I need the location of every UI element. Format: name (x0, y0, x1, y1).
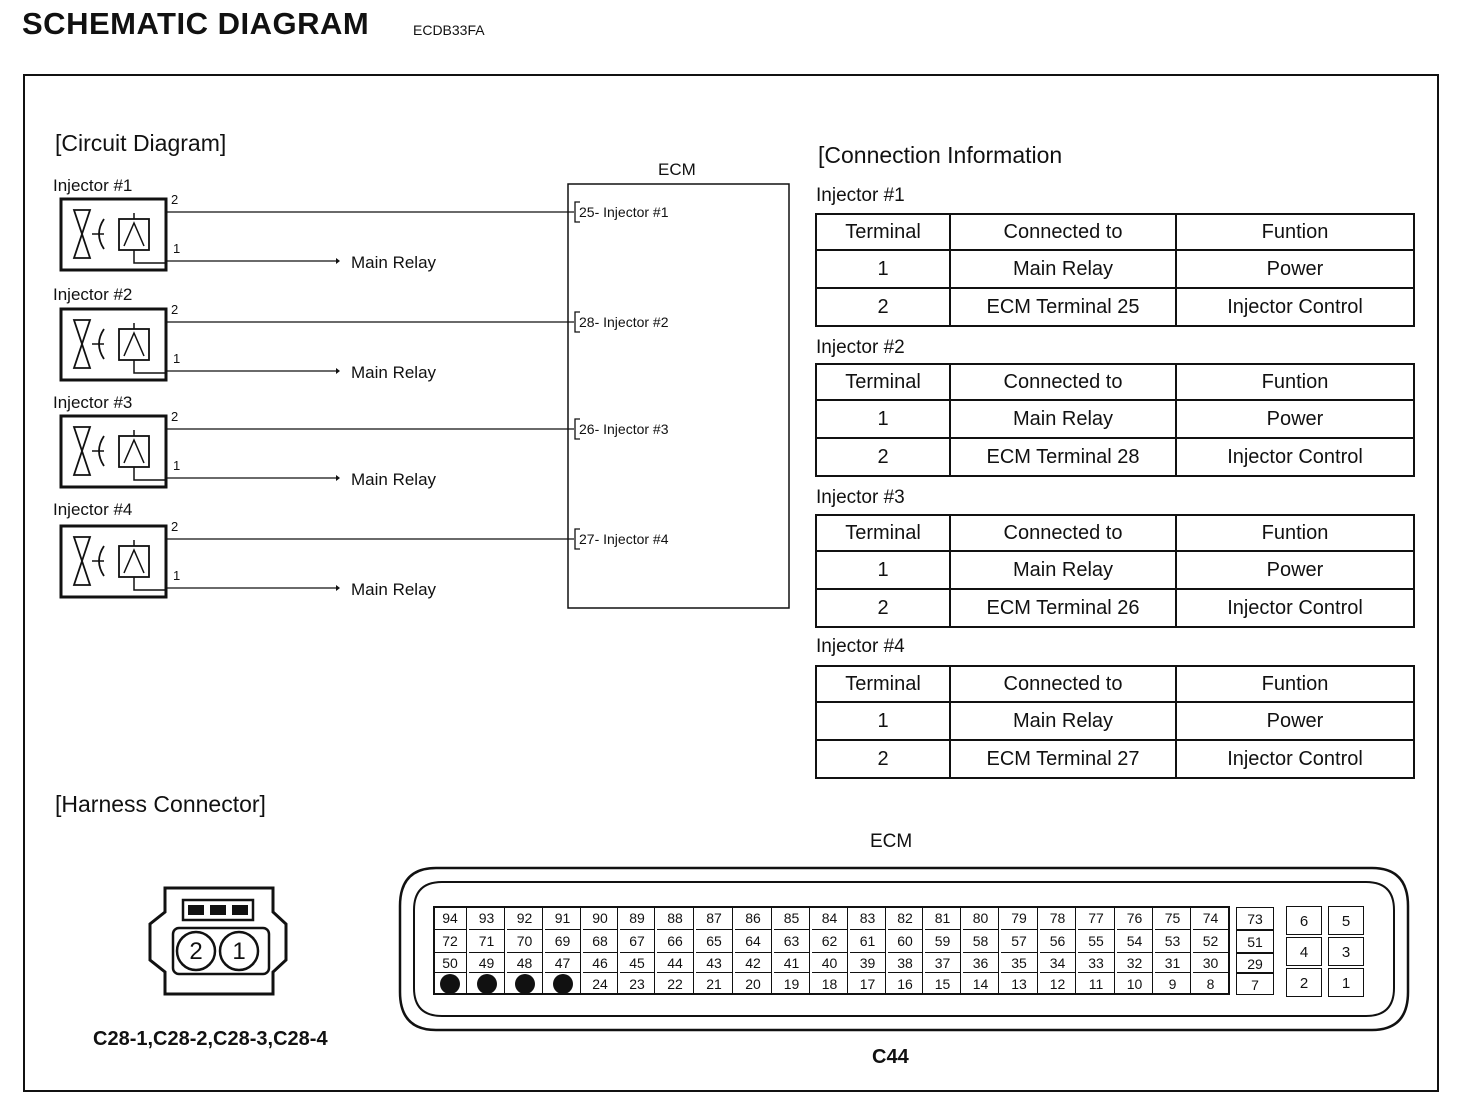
ecm-pin-label: 27- Injector #4 (579, 531, 669, 547)
ecm-pin: 31 (1155, 953, 1191, 973)
table-cell: Injector Control (1176, 288, 1414, 326)
ecm-pin: 16 (888, 973, 923, 995)
ecm-pin: 45 (620, 953, 655, 973)
injector-pin-label: 2 (171, 519, 179, 534)
ecm-pin: 59 (925, 930, 961, 953)
ecm-pin: 47 (545, 953, 581, 973)
table-cell: 2 (816, 740, 950, 778)
ecm-label: ECM (658, 160, 696, 179)
main-relay-label: Main Relay (351, 580, 437, 599)
ecm-pin: 58 (963, 930, 999, 953)
table-row (816, 551, 1414, 589)
table-row (816, 250, 1414, 288)
ecm-pin: 70 (507, 930, 543, 953)
ecm-pin: 46 (583, 953, 618, 973)
ecm-pin: 40 (812, 953, 848, 973)
ecm-pin: 6 (1286, 906, 1322, 935)
ecm-pin: 82 (888, 907, 923, 930)
ecm-pin (434, 973, 467, 995)
ecm-pin: 75 (1155, 907, 1191, 930)
ecm-pin: 67 (620, 930, 655, 953)
ecm-pin: 76 (1117, 907, 1153, 930)
ecm-pin: 60 (888, 930, 923, 953)
ecm-pin: 1 (1328, 968, 1364, 997)
ecm-pin: 48 (507, 953, 543, 973)
ecm-pin: 21 (696, 973, 733, 995)
blank-pin-dot (515, 974, 535, 994)
connection-table (815, 363, 1415, 477)
ecm-pin: 94 (434, 907, 467, 930)
table-cell: Main Relay (950, 551, 1176, 589)
injector-name: Injector #2 (53, 285, 133, 304)
document-code: ECDB33FA (413, 22, 485, 38)
table-cell: ECM Terminal 25 (950, 288, 1176, 326)
ecm-pin: 73 (1236, 907, 1274, 930)
injector-connector-pin: 2 (189, 938, 203, 965)
ecm-pin: 34 (1040, 953, 1076, 973)
main-relay-label: Main Relay (351, 363, 437, 382)
ecm-pin: 42 (735, 953, 772, 973)
ecm-pin: 36 (963, 953, 999, 973)
ecm-pin: 71 (469, 930, 505, 953)
table-cell: Power (1176, 250, 1414, 288)
ecm-pin: 15 (925, 973, 961, 995)
table-cell: Power (1176, 702, 1414, 740)
ecm-pin-label: 25- Injector #1 (579, 204, 669, 220)
injector-name: Injector #4 (53, 500, 133, 519)
table-cell: Main Relay (950, 250, 1176, 288)
injector-connector-drawing (145, 884, 291, 998)
connection-info-title: [Connection Information (818, 142, 1063, 168)
table-cell: 1 (816, 551, 950, 589)
ecm-pin: 35 (1001, 953, 1038, 973)
ecm-pin: 44 (657, 953, 694, 973)
connection-table (815, 213, 1415, 327)
ecm-pin: 3 (1328, 937, 1364, 966)
ecm-pin: 74 (1193, 907, 1229, 930)
ecm-pin: 89 (620, 907, 655, 930)
ecm-pin: 63 (774, 930, 810, 953)
injector-name: Injector #3 (53, 393, 133, 412)
ecm-pin: 84 (812, 907, 848, 930)
injector-connector-pin: 1 (232, 938, 246, 965)
ecm-pin: 86 (735, 907, 772, 930)
table-header-cell: Funtion (1176, 666, 1414, 702)
ecm-pin: 56 (1040, 930, 1076, 953)
ecm-pin: 37 (925, 953, 961, 973)
injector-pin-label: 2 (171, 409, 179, 424)
ecm-pin: 51 (1236, 930, 1274, 953)
table-header-cell: Terminal (816, 515, 950, 551)
table-header-cell: Funtion (1176, 214, 1414, 250)
injector-pin-label: 1 (173, 568, 181, 583)
ecm-pin: 72 (434, 930, 467, 953)
ecm-pin-label: 26- Injector #3 (579, 421, 669, 437)
ecm-pin: 12 (1040, 973, 1076, 995)
ecm-pin: 22 (657, 973, 694, 995)
ecm-pin: 41 (774, 953, 810, 973)
table-row (816, 740, 1414, 778)
ecm-pin: 61 (850, 930, 886, 953)
ecm-pin: 24 (583, 973, 618, 995)
ecm-pin (545, 973, 581, 995)
ecm-pin-label: 28- Injector #2 (579, 314, 669, 330)
table-header-cell: Connected to (950, 666, 1176, 702)
ecm-pin: 19 (774, 973, 810, 995)
ecm-pin: 11 (1078, 973, 1115, 995)
table-cell: ECM Terminal 26 (950, 589, 1176, 627)
ecm-pin: 50 (434, 953, 467, 973)
ecm-pin: 52 (1193, 930, 1229, 953)
ecm-pin: 49 (469, 953, 505, 973)
injector-pin-label: 1 (173, 351, 181, 366)
table-row (816, 438, 1414, 476)
ecm-pin: 90 (583, 907, 618, 930)
ecm-pin: 88 (657, 907, 694, 930)
blank-pin-dot (553, 974, 573, 994)
ecm-pin: 29 (1236, 953, 1274, 973)
injector-symbol (61, 309, 166, 380)
ecm-pin: 91 (545, 907, 581, 930)
injector-symbol (61, 526, 166, 597)
ecm-pin: 2 (1286, 968, 1322, 997)
ecm-pin: 4 (1286, 937, 1322, 966)
table-cell: Injector Control (1176, 740, 1414, 778)
blank-pin-dot (477, 974, 497, 994)
table-cell: 1 (816, 702, 950, 740)
ecm-pin: 43 (696, 953, 733, 973)
ecm-pin: 85 (774, 907, 810, 930)
ecm-pin (469, 973, 505, 995)
ecm-pin: 7 (1236, 973, 1274, 995)
ecm-pin: 78 (1040, 907, 1076, 930)
blank-pin-dot (440, 974, 460, 994)
ecm-pin: 92 (507, 907, 543, 930)
ecm-pin: 81 (925, 907, 961, 930)
connection-table-title: Injector #4 (816, 636, 905, 657)
ecm-pin: 65 (696, 930, 733, 953)
ecm-pin: 64 (735, 930, 772, 953)
connection-table-title: Injector #1 (816, 185, 905, 206)
connection-table-title: Injector #3 (816, 487, 905, 508)
injector-pin-label: 2 (171, 192, 179, 207)
table-header-cell: Terminal (816, 214, 950, 250)
ecm-pin: 69 (545, 930, 581, 953)
table-header-cell: Connected to (950, 214, 1176, 250)
ecm-pin: 54 (1117, 930, 1153, 953)
ecm-pin: 53 (1155, 930, 1191, 953)
ecm-pin: 87 (696, 907, 733, 930)
ecm-pin: 66 (657, 930, 694, 953)
injector-pin-label: 2 (171, 302, 179, 317)
ecm-pin: 14 (963, 973, 999, 995)
ecm-pin: 18 (812, 973, 848, 995)
connection-table (815, 665, 1415, 779)
table-row (816, 400, 1414, 438)
ecm-pin: 17 (850, 973, 886, 995)
table-cell: Main Relay (950, 400, 1176, 438)
table-row (816, 288, 1414, 326)
ecm-pin: 5 (1328, 906, 1364, 935)
table-cell: 1 (816, 250, 950, 288)
ecm-pin: 20 (735, 973, 772, 995)
ecm-pin: 23 (620, 973, 655, 995)
table-header-cell: Funtion (1176, 515, 1414, 551)
table-cell: 2 (816, 438, 950, 476)
table-header-cell: Terminal (816, 364, 950, 400)
ecm-connector-label: ECM (870, 831, 913, 852)
ecm-pin: 68 (583, 930, 618, 953)
table-cell: Power (1176, 551, 1414, 589)
connection-table-title: Injector #2 (816, 337, 905, 358)
injector-symbol (61, 199, 166, 270)
ecm-pin: 57 (1001, 930, 1038, 953)
ecm-connector-caption: C44 (872, 1046, 909, 1068)
ecm-pin: 10 (1117, 973, 1153, 995)
table-cell: Injector Control (1176, 438, 1414, 476)
table-cell: Power (1176, 400, 1414, 438)
table-cell: 2 (816, 589, 950, 627)
table-cell: Main Relay (950, 702, 1176, 740)
injector-connector-caption: C28-1,C28-2,C28-3,C28-4 (93, 1028, 328, 1050)
ecm-pin: 38 (888, 953, 923, 973)
table-cell: ECM Terminal 28 (950, 438, 1176, 476)
ecm-pin: 93 (469, 907, 505, 930)
ecm-pin: 13 (1001, 973, 1038, 995)
injector-symbol (61, 416, 166, 487)
ecm-pin: 83 (850, 907, 886, 930)
ecm-pin: 80 (963, 907, 999, 930)
table-cell: 2 (816, 288, 950, 326)
table-header-cell: Funtion (1176, 364, 1414, 400)
ecm-pin: 30 (1193, 953, 1229, 973)
circuit-diagram-title: [Circuit Diagram] (55, 130, 227, 156)
table-header-cell: Terminal (816, 666, 950, 702)
main-relay-label: Main Relay (351, 253, 437, 272)
injector-pin-label: 1 (173, 458, 181, 473)
page-title: SCHEMATIC DIAGRAM (22, 6, 370, 41)
table-cell: Injector Control (1176, 589, 1414, 627)
harness-connector-title: [Harness Connector] (55, 791, 266, 817)
ecm-pin: 62 (812, 930, 848, 953)
ecm-pin: 79 (1001, 907, 1038, 930)
ecm-pin: 77 (1078, 907, 1115, 930)
table-row (816, 702, 1414, 740)
table-header-cell: Connected to (950, 515, 1176, 551)
ecm-pin (507, 973, 543, 995)
table-cell: ECM Terminal 27 (950, 740, 1176, 778)
table-row (816, 589, 1414, 627)
injector-pin-label: 1 (173, 241, 181, 256)
table-cell: 1 (816, 400, 950, 438)
ecm-pin: 9 (1155, 973, 1191, 995)
connection-table (815, 514, 1415, 628)
ecm-pin: 55 (1078, 930, 1115, 953)
ecm-pin: 39 (850, 953, 886, 973)
main-relay-label: Main Relay (351, 470, 437, 489)
ecm-pin: 8 (1193, 973, 1229, 995)
injector-name: Injector #1 (53, 176, 133, 195)
ecm-pin: 33 (1078, 953, 1115, 973)
ecm-pin: 32 (1117, 953, 1153, 973)
table-header-cell: Connected to (950, 364, 1176, 400)
